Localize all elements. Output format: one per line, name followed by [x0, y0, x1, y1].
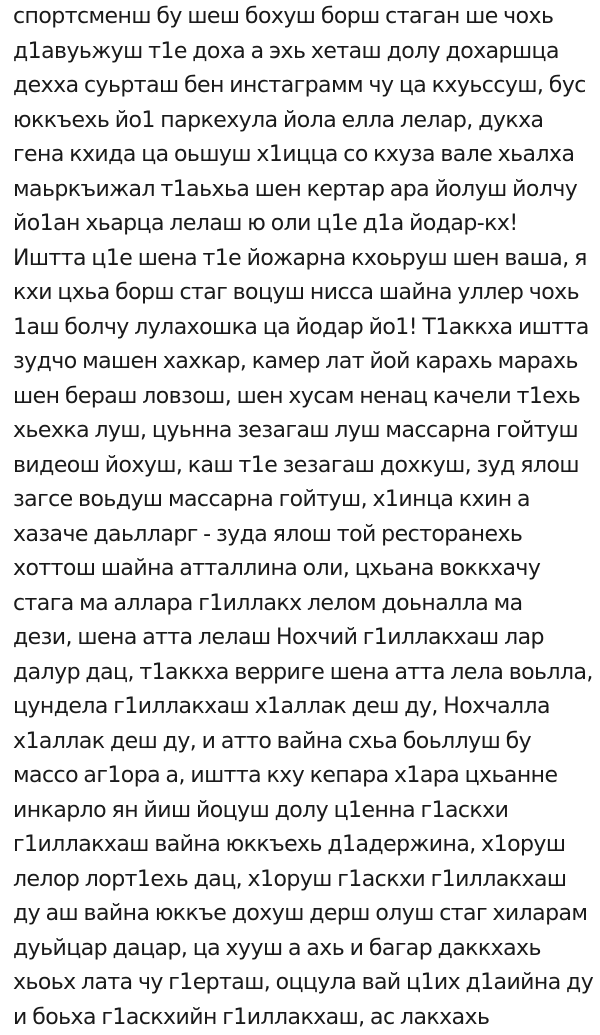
document-text — [13, 0, 593, 1035]
text-line-18: стага ма аллара г1иллакх лелом доьналла ма — [13, 587, 593, 622]
text-line-30: и боьха г1аскхийн г1иллакхаш, ас лакхахь — [13, 1001, 593, 1035]
text-line-22: х1аллак деш ду, и атто вайна схьа боьллуш бу — [13, 725, 593, 760]
text-line-6: маьркъижал т1аьхьа шен кертар ара йолуш йолчу — [13, 173, 593, 208]
text-line-21: цундела г1иллакхаш х1аллак деш ду, Нохчалла — [13, 690, 593, 725]
text-line-11: зудчо машен хахкар, камер лат йой карахь марахь — [13, 345, 593, 380]
text-line-2: д1авуьжуш т1е доха а эхь хеташ долу дохаршца — [13, 35, 593, 70]
text-line-5: гена кхида ца оьшуш х1ицца со кхуза вале хьалха — [13, 138, 593, 173]
text-line-12: шен бераш ловзош, шен хусам ненац качели т1ехь — [13, 380, 593, 415]
text-line-26: лелор лорт1ехь дац, х1оруш г1аскхи г1иллакхаш — [13, 863, 593, 898]
text-line-24: инкарло ян йиш йоцуш долу ц1енна г1аскхи — [13, 794, 593, 829]
text-line-16: хазаче даьлларг - зуда ялош той ресторанехь — [13, 518, 593, 553]
text-line-1: спортсменш бу шеш бохуш борш стаган ше чохь — [13, 0, 593, 35]
text-line-28: дуьйцар дацар, ца хууш а ахь и багар даккхахь — [13, 932, 593, 967]
text-line-23: массо аг1ора а, иштта кху кепара х1ара цхьанне — [13, 759, 593, 794]
text-line-10: 1аш болчу лулахошка ца йодар йо1! Т1аккха иштта — [13, 311, 593, 346]
text-line-15: загсе воьдуш массарна гойтуш, х1инца кхин а — [13, 483, 593, 518]
text-line-13: хьехка луш, цуьнна зезагаш луш массарна гойтуш — [13, 414, 593, 449]
text-line-7: йо1ан хьарца лелаш ю оли ц1е д1а йодар-кх! — [13, 207, 593, 242]
text-line-17: хоттош шайна атталлина оли, цхьана воккхачу — [13, 552, 593, 587]
text-line-4: юккъехь йо1 паркехула йола елла лелар, дукха — [13, 104, 593, 139]
text-line-20: далур дац, т1аккха верриге шена атта лела воьлла, — [13, 656, 593, 691]
text-line-27: ду аш вайна юккъе дохуш дерш олуш стаг хиларам — [13, 897, 593, 932]
text-line-29: хьоьх лата чу г1ерташ, оццула вай ц1их д1аийна ду — [13, 966, 593, 1001]
text-line-8: Иштта ц1е шена т1е йожарна кхоьруш шен ваша, я — [13, 242, 593, 277]
text-line-25: г1иллакхаш вайна юккъехь д1адержина, х1оруш — [13, 828, 593, 863]
text-line-3: дехха суьрташ бен инстаграмм чу ца кхуьссуш, бус — [13, 69, 593, 104]
text-line-14: видеош йохуш, каш т1е зезагаш дохкуш, зуд ялош — [13, 449, 593, 484]
text-line-19: дези, шена атта лелаш Нохчий г1иллакхаш лар — [13, 621, 593, 656]
text-line-9: кхи цхьа борш стаг воцуш нисса шайна уллер чохь — [13, 276, 593, 311]
